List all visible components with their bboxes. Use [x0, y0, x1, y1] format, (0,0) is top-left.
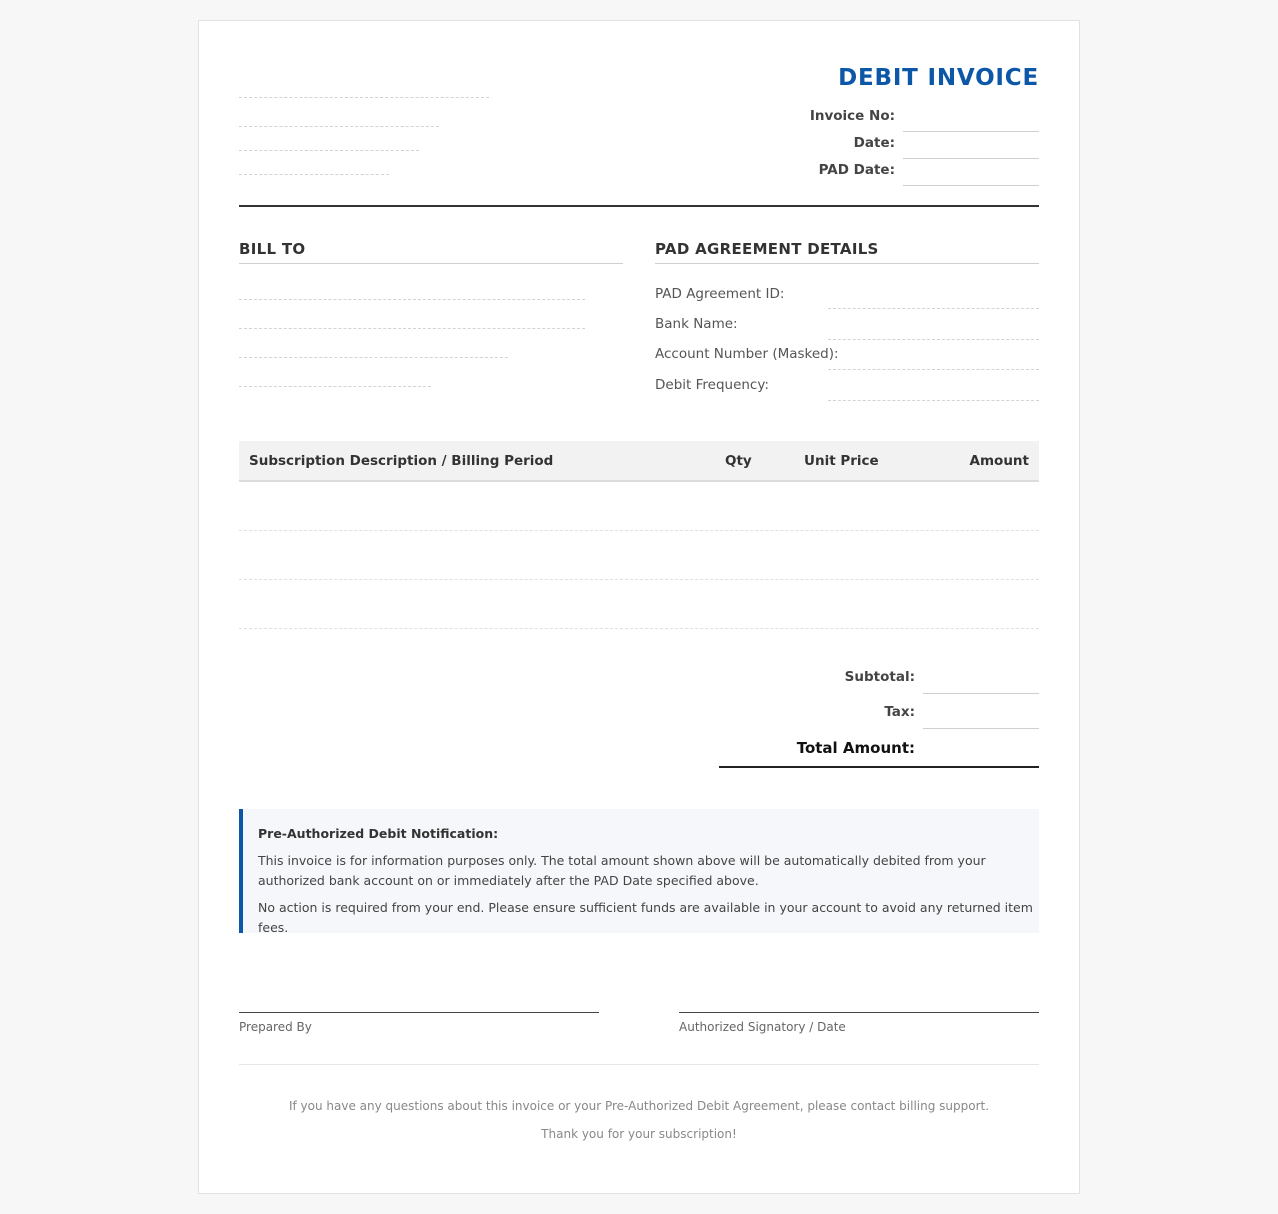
company-contact-line: [239, 174, 389, 175]
pad-details-title: PAD AGREEMENT DETAILS: [655, 240, 879, 258]
bill-to-rule: [239, 263, 623, 264]
bill-to-title: BILL TO: [239, 240, 306, 258]
table-row[interactable]: [239, 580, 1039, 629]
column-unit-price: Unit Price: [804, 453, 879, 469]
bank-name-label: Bank Name:: [655, 316, 738, 332]
account-number-label: Account Number (Masked):: [655, 346, 839, 362]
notice-paragraph-1: This invoice is for information purposes only. The total amount shown above will be automatically debited from your authorized bank account on or immediately after the PAD Date specified above.: [258, 853, 986, 888]
company-address-line: [239, 126, 439, 127]
footer-support-text: If you have any questions about this invoice or your Pre-Authorized Debit Agreement, please contact billing support.: [288, 1099, 990, 1113]
pad-details-rule: [655, 263, 1039, 264]
notice-paragraph-2: No action is required from your end. Please ensure sufficient funds are available in your account to avoid any returned item fees.: [258, 900, 1033, 935]
total-amount-label: Total Amount:: [796, 739, 915, 757]
authorized-signature-line[interactable]: [679, 1012, 1039, 1013]
company-info-block: [239, 21, 539, 201]
pad-notification-box: [239, 809, 1039, 933]
prepared-by-label: Prepared By: [239, 1020, 312, 1034]
column-amount: Amount: [969, 453, 1029, 469]
debit-frequency-field[interactable]: [828, 400, 1039, 401]
invoice-number-label: Invoice No:: [809, 108, 895, 124]
subtotal-label: Subtotal:: [844, 669, 915, 685]
pad-agreement-id-label: PAD Agreement ID:: [655, 286, 785, 302]
invoice-page: [198, 20, 1080, 1194]
invoice-date-label: Date:: [853, 135, 895, 151]
invoice-title: DEBIT INVOICE: [838, 65, 1039, 91]
authorized-signatory-label: Authorized Signatory / Date: [679, 1020, 846, 1034]
prepared-by-signature-line[interactable]: [239, 1012, 599, 1013]
company-name-line: [239, 97, 489, 98]
debit-frequency-label: Debit Frequency:: [655, 377, 769, 393]
tax-field[interactable]: [923, 728, 1039, 729]
pad-date-row: [739, 159, 1039, 186]
pad-date-label: PAD Date:: [818, 162, 895, 178]
items-table-header: [239, 441, 1039, 482]
column-description: Subscription Description / Billing Period: [249, 453, 554, 469]
footer-thanks-text: Thank you for your subscription!: [541, 1127, 737, 1141]
invoice-number-row: [739, 105, 1039, 132]
pad-agreement-id-field[interactable]: [828, 308, 1039, 309]
invoice-content: [239, 21, 1039, 1193]
table-row[interactable]: [239, 482, 1039, 531]
total-amount-rule: [719, 766, 1039, 768]
bill-to-contact-line[interactable]: [239, 386, 431, 387]
pad-date-field[interactable]: [903, 185, 1039, 186]
tax-label: Tax:: [884, 704, 915, 720]
footer-divider: [239, 1064, 1039, 1065]
bank-name-field[interactable]: [828, 339, 1039, 340]
bill-to-city-line[interactable]: [239, 357, 508, 358]
column-qty: Qty: [725, 453, 752, 469]
invoice-meta: [739, 105, 1039, 186]
table-row[interactable]: [239, 531, 1039, 580]
notice-title: Pre-Authorized Debit Notification:: [258, 826, 499, 841]
bill-to-address-line[interactable]: [239, 328, 585, 329]
bill-to-name-line[interactable]: [239, 299, 585, 300]
header-divider: [239, 205, 1039, 207]
subtotal-field[interactable]: [923, 693, 1039, 694]
company-city-line: [239, 150, 419, 151]
invoice-date-row: [739, 132, 1039, 159]
account-number-field[interactable]: [828, 369, 1039, 370]
